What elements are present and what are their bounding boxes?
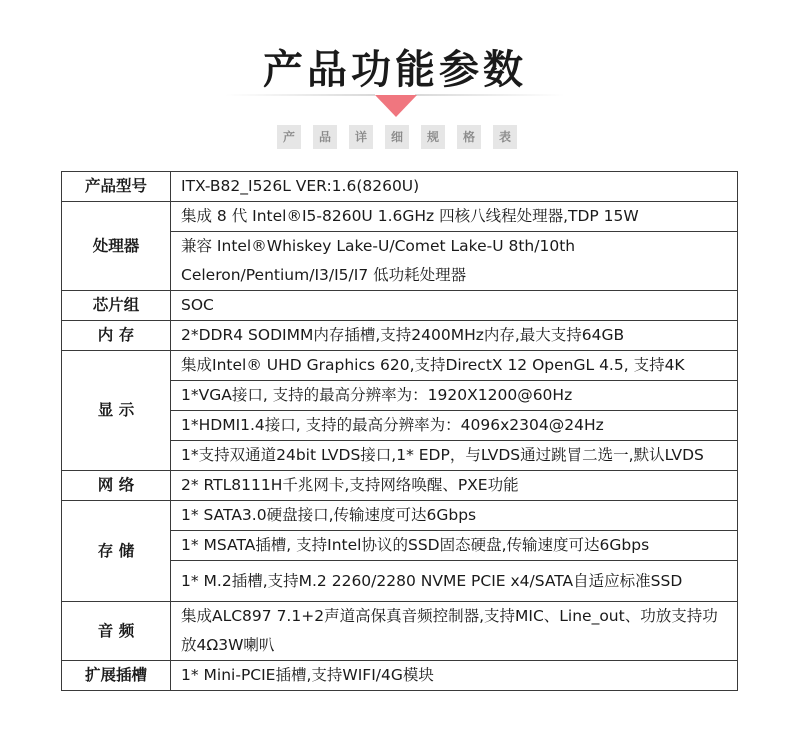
storage-value: 1* MSATA插槽, 支持Intel协议的SSD固态硬盘,传输速度可达6Gbps [171, 531, 738, 561]
display-value: 1*支持双通道24bit LVDS接口,1* EDP，与LVDS通过跳冒二选一,默认LVDS [171, 441, 738, 471]
display-value: 集成Intel® UHD Graphics 620,支持DirectX 12 OpenGL 4.5, 支持4K [171, 351, 738, 381]
title-divider-left [225, 94, 375, 96]
expansion-value: 1* Mini-PCIE插槽,支持WIFI/4G模块 [171, 661, 738, 691]
storage-value: 1* M.2插槽,支持M.2 2260/2280 NVME PCIE x4/SATA自适应标准SSD [171, 561, 738, 602]
row-label-chipset: 芯片组 [62, 291, 171, 321]
chipset-value: SOC [171, 291, 738, 321]
row-label-expansion: 扩展插槽 [62, 661, 171, 691]
row-label-model: 产品型号 [62, 172, 171, 202]
subtitle-char: 细 [385, 125, 409, 149]
table-row [62, 351, 738, 381]
audio-value: 集成ALC897 7.1+2声道高保真音频控制器,支持MIC、Line_out、功放支持功放4Ω3W喇叭 [171, 602, 738, 661]
subtitle-badges [277, 125, 517, 149]
down-triangle-icon [375, 95, 417, 117]
cpu-compat-value: 兼容 Intel®Whiskey Lake-U/Comet Lake-U 8th/10th Celeron/Pentium/I3/I5/I7 低功耗处理器 [171, 232, 738, 291]
table-row [62, 501, 738, 531]
table-row [62, 661, 738, 691]
row-label-memory: 内 存 [62, 321, 171, 351]
network-value: 2* RTL8111H千兆网卡,支持网络唤醒、PXE功能 [171, 471, 738, 501]
subtitle-char: 产 [277, 125, 301, 149]
table-row [62, 202, 738, 232]
page-title: 产品功能参数 [263, 47, 527, 93]
subtitle-char: 规 [421, 125, 445, 149]
subtitle-char: 品 [313, 125, 337, 149]
title-divider-right [415, 94, 565, 96]
table-row [62, 291, 738, 321]
row-label-network: 网 络 [62, 471, 171, 501]
row-label-display: 显 示 [62, 351, 171, 471]
table-row [62, 602, 738, 661]
table-row [62, 471, 738, 501]
storage-value: 1* SATA3.0硬盘接口,传输速度可达6Gbps [171, 501, 738, 531]
row-label-audio: 音 频 [62, 602, 171, 661]
subtitle-char: 格 [457, 125, 481, 149]
row-label-storage: 存 储 [62, 501, 171, 602]
table-row [62, 321, 738, 351]
memory-value: 2*DDR4 SODIMM内存插槽,支持2400MHz内存,最大支持64GB [171, 321, 738, 351]
subtitle-char: 表 [493, 125, 517, 149]
subtitle-char: 详 [349, 125, 373, 149]
display-value: 1*HDMI1.4接口, 支持的最高分辨率为：4096x2304@24Hz [171, 411, 738, 441]
row-label-cpu: 处理器 [62, 202, 171, 291]
display-value: 1*VGA接口, 支持的最高分辨率为：1920X1200@60Hz [171, 381, 738, 411]
table-row [62, 172, 738, 202]
model-value: ITX-B82_I526L VER:1.6(8260U) [171, 172, 738, 202]
spec-table [61, 171, 738, 691]
cpu-value: 集成 8 代 Intel®I5-8260U 1.6GHz 四核八线程处理器,TDP 15W [171, 202, 738, 232]
